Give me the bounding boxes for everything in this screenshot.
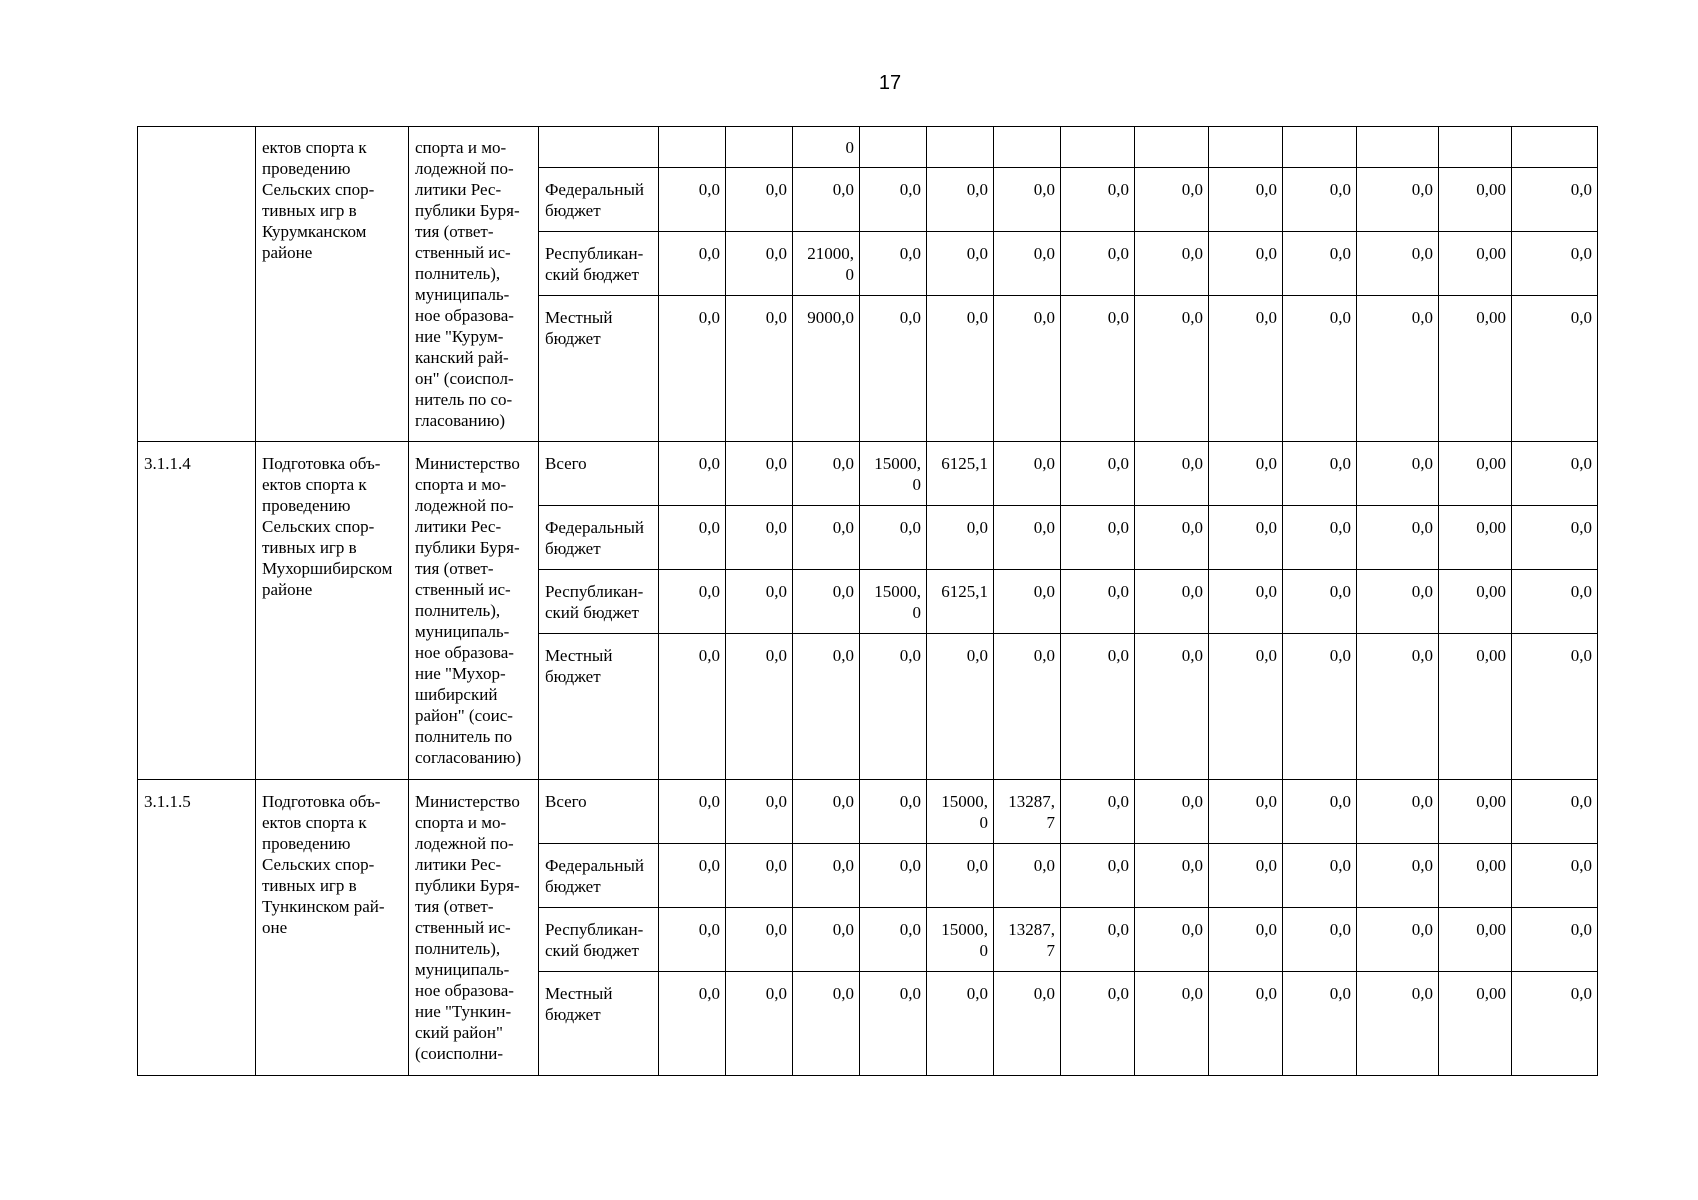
value-cell: 0,0 [1357,296,1439,442]
value-cell: 0,00 [1439,780,1512,844]
value-cell: 15000, 0 [860,442,927,506]
funding-source-cell: Республикан- ский бюджет [539,570,659,634]
value-cell: 0,0 [1209,908,1283,972]
funding-source-cell: Республикан- ский бюджет [539,232,659,296]
value-cell: 0,0 [793,972,860,1076]
value-cell: 0,0 [994,972,1061,1076]
value-cell: 0,0 [1061,168,1135,232]
value-cell: 0,0 [1283,908,1357,972]
measure-name-cell: Подготовка объ- ектов спорта к проведению Сельских спор- тивных игр в Тункинском рай- оне [256,780,409,1076]
value-cell: 0,0 [1357,232,1439,296]
value-cell: 0,00 [1439,570,1512,634]
value-cell: 0,0 [1135,634,1209,780]
value-cell: 0,00 [1439,634,1512,780]
value-cell [1061,127,1135,168]
value-cell: 0,0 [659,570,726,634]
value-cell: 15000, 0 [927,780,994,844]
value-cell: 0,0 [793,844,860,908]
value-cell: 0,0 [726,296,793,442]
value-cell: 0,00 [1439,296,1512,442]
funding-source-cell: Местный бюджет [539,634,659,780]
value-cell: 0,0 [1061,506,1135,570]
value-cell: 0,0 [860,908,927,972]
measure-name-cell: Подготовка объ- ектов спорта к проведению Сельских спор- тивных игр в Мухоршибирском районе [256,442,409,780]
value-cell: 0,0 [793,634,860,780]
value-cell: 15000, 0 [860,570,927,634]
funding-source-cell: Федеральный бюджет [539,168,659,232]
value-cell: 21000, 0 [793,232,860,296]
value-cell: 0,0 [1209,296,1283,442]
value-cell: 0,0 [1357,570,1439,634]
funding-source-cell: Местный бюджет [539,296,659,442]
value-cell: 0,0 [1135,442,1209,506]
value-cell: 0,0 [659,780,726,844]
value-cell: 0,0 [994,634,1061,780]
value-cell: 0 [793,127,860,168]
code-cell: 3.1.1.4 [138,442,256,780]
value-cell: 0,0 [1512,844,1598,908]
value-cell [1135,127,1209,168]
value-cell: 0,0 [860,634,927,780]
value-cell: 0,0 [659,232,726,296]
value-cell: 0,00 [1439,908,1512,972]
value-cell: 0,0 [1512,972,1598,1076]
value-cell: 0,0 [1357,908,1439,972]
value-cell: 0,0 [1209,972,1283,1076]
value-cell: 0,0 [860,506,927,570]
page-number: 17 [878,72,902,94]
value-cell: 0,0 [726,780,793,844]
budget-table [137,126,1598,1076]
value-cell: 0,0 [1209,168,1283,232]
funding-source-cell: Федеральный бюджет [539,844,659,908]
value-cell: 0,0 [1209,780,1283,844]
value-cell: 0,0 [994,168,1061,232]
value-cell: 0,0 [994,442,1061,506]
value-cell: 0,0 [1135,780,1209,844]
value-cell: 0,0 [994,844,1061,908]
value-cell: 0,0 [927,168,994,232]
value-cell: 0,0 [1209,232,1283,296]
value-cell: 0,0 [1209,634,1283,780]
value-cell: 0,0 [927,232,994,296]
value-cell: 0,00 [1439,442,1512,506]
value-cell: 0,0 [726,844,793,908]
value-cell: 0,00 [1439,506,1512,570]
value-cell: 0,0 [1512,442,1598,506]
value-cell: 0,0 [1283,972,1357,1076]
value-cell: 9000,0 [793,296,860,442]
value-cell: 0,0 [1061,780,1135,844]
value-cell: 0,0 [860,780,927,844]
value-cell: 0,0 [726,908,793,972]
value-cell: 0,0 [1135,296,1209,442]
value-cell: 0,0 [659,844,726,908]
value-cell: 0,0 [1512,168,1598,232]
value-cell: 0,0 [793,506,860,570]
value-cell: 0,0 [994,232,1061,296]
value-cell: 0,0 [1061,972,1135,1076]
value-cell: 0,0 [726,506,793,570]
measure-name-cell: ектов спорта к проведению Сельских спор- тивных игр в Курумканском районе [256,127,409,442]
executor-cell: Министерство спорта и мо- лодежной по- литики Рес- публики Буря- тия (ответ- ственный ис- полнитель), муниципаль- ное образова- ние "Тункин- ский район" (соисполни- [409,780,539,1076]
value-cell: 0,0 [1357,844,1439,908]
value-cell: 0,00 [1439,972,1512,1076]
value-cell: 15000, 0 [927,908,994,972]
value-cell: 0,0 [659,168,726,232]
funding-source-cell [539,127,659,168]
value-cell: 0,0 [659,506,726,570]
value-cell: 0,0 [1061,442,1135,506]
value-cell [1283,127,1357,168]
value-cell: 0,0 [726,634,793,780]
value-cell: 0,0 [793,780,860,844]
value-cell: 0,0 [1512,296,1598,442]
value-cell: 0,0 [1357,972,1439,1076]
value-cell: 0,0 [659,908,726,972]
value-cell: 0,0 [927,634,994,780]
value-cell: 0,0 [994,506,1061,570]
code-cell: 3.1.1.5 [138,780,256,1076]
value-cell: 0,0 [726,442,793,506]
value-cell: 0,0 [1283,844,1357,908]
value-cell: 0,0 [1512,634,1598,780]
value-cell: 0,0 [1209,844,1283,908]
value-cell: 0,0 [860,168,927,232]
value-cell: 0,0 [1283,506,1357,570]
value-cell: 0,0 [1209,442,1283,506]
value-cell: 0,0 [1283,296,1357,442]
value-cell: 0,0 [659,442,726,506]
value-cell: 0,0 [1357,634,1439,780]
value-cell: 6125,1 [927,442,994,506]
value-cell: 0,0 [1061,232,1135,296]
value-cell: 0,0 [994,296,1061,442]
value-cell: 0,0 [1357,780,1439,844]
funding-source-cell: Федеральный бюджет [539,506,659,570]
value-cell: 0,0 [1135,844,1209,908]
funding-source-cell: Всего [539,780,659,844]
value-cell: 0,0 [1283,442,1357,506]
value-cell: 0,0 [860,844,927,908]
value-cell: 0,0 [659,296,726,442]
value-cell: 0,0 [1283,168,1357,232]
value-cell [726,127,793,168]
value-cell: 0,0 [1512,570,1598,634]
value-cell: 0,0 [1135,570,1209,634]
value-cell: 0,0 [927,844,994,908]
value-cell: 0,0 [1283,232,1357,296]
value-cell [659,127,726,168]
value-cell: 0,0 [994,570,1061,634]
value-cell: 0,0 [726,570,793,634]
funding-source-cell: Местный бюджет [539,972,659,1076]
value-cell: 0,0 [726,232,793,296]
value-cell: 0,0 [659,972,726,1076]
value-cell: 0,0 [1209,506,1283,570]
value-cell: 0,0 [793,570,860,634]
value-cell: 0,0 [1357,168,1439,232]
funding-source-cell: Всего [539,442,659,506]
value-cell: 13287, 7 [994,780,1061,844]
value-cell: 0,00 [1439,232,1512,296]
value-cell: 0,00 [1439,168,1512,232]
value-cell: 0,0 [1512,232,1598,296]
value-cell: 0,0 [1209,570,1283,634]
value-cell: 0,0 [860,296,927,442]
value-cell: 0,0 [1357,506,1439,570]
value-cell: 0,0 [1283,634,1357,780]
value-cell: 0,0 [1061,908,1135,972]
table-row [138,127,1598,168]
value-cell: 0,0 [1283,570,1357,634]
value-cell: 0,0 [1135,908,1209,972]
value-cell: 0,0 [793,168,860,232]
value-cell: 0,0 [1061,296,1135,442]
value-cell: 0,0 [927,972,994,1076]
value-cell: 0,0 [1135,506,1209,570]
value-cell: 0,0 [1512,908,1598,972]
value-cell: 0,0 [860,232,927,296]
value-cell: 0,0 [726,972,793,1076]
table-row [138,780,1598,844]
value-cell: 0,0 [927,506,994,570]
executor-cell: спорта и мо- лодежной по- литики Рес- публики Буря- тия (ответ- ственный ис- полнитель), муниципаль- ное образова- ние "Курум- канский рай- он" (соиспол- нитель по со- гласованию) [409,127,539,442]
funding-source-cell: Республикан- ский бюджет [539,908,659,972]
value-cell: 0,0 [860,972,927,1076]
value-cell: 0,0 [793,442,860,506]
value-cell: 0,0 [1357,442,1439,506]
table-row [138,442,1598,506]
value-cell [1439,127,1512,168]
value-cell: 0,0 [1512,780,1598,844]
code-cell [138,127,256,442]
value-cell [927,127,994,168]
value-cell: 0,0 [1135,168,1209,232]
value-cell: 0,0 [1061,634,1135,780]
value-cell [1209,127,1283,168]
value-cell: 0,0 [1512,506,1598,570]
value-cell: 6125,1 [927,570,994,634]
executor-cell: Министерство спорта и мо- лодежной по- литики Рес- публики Буря- тия (ответ- ственный ис- полнитель), муниципаль- ное образова- ние "Мухор- шибирский район" (соис- полнитель по согласованию) [409,442,539,780]
value-cell: 0,0 [726,168,793,232]
value-cell: 0,00 [1439,844,1512,908]
value-cell: 0,0 [793,908,860,972]
value-cell: 0,0 [1061,844,1135,908]
value-cell: 0,0 [1061,570,1135,634]
value-cell: 0,0 [1135,972,1209,1076]
value-cell: 0,0 [1135,232,1209,296]
value-cell: 0,0 [927,296,994,442]
value-cell [860,127,927,168]
value-cell: 13287, 7 [994,908,1061,972]
value-cell [1357,127,1439,168]
value-cell: 0,0 [1283,780,1357,844]
value-cell [1512,127,1598,168]
value-cell: 0,0 [659,634,726,780]
value-cell [994,127,1061,168]
